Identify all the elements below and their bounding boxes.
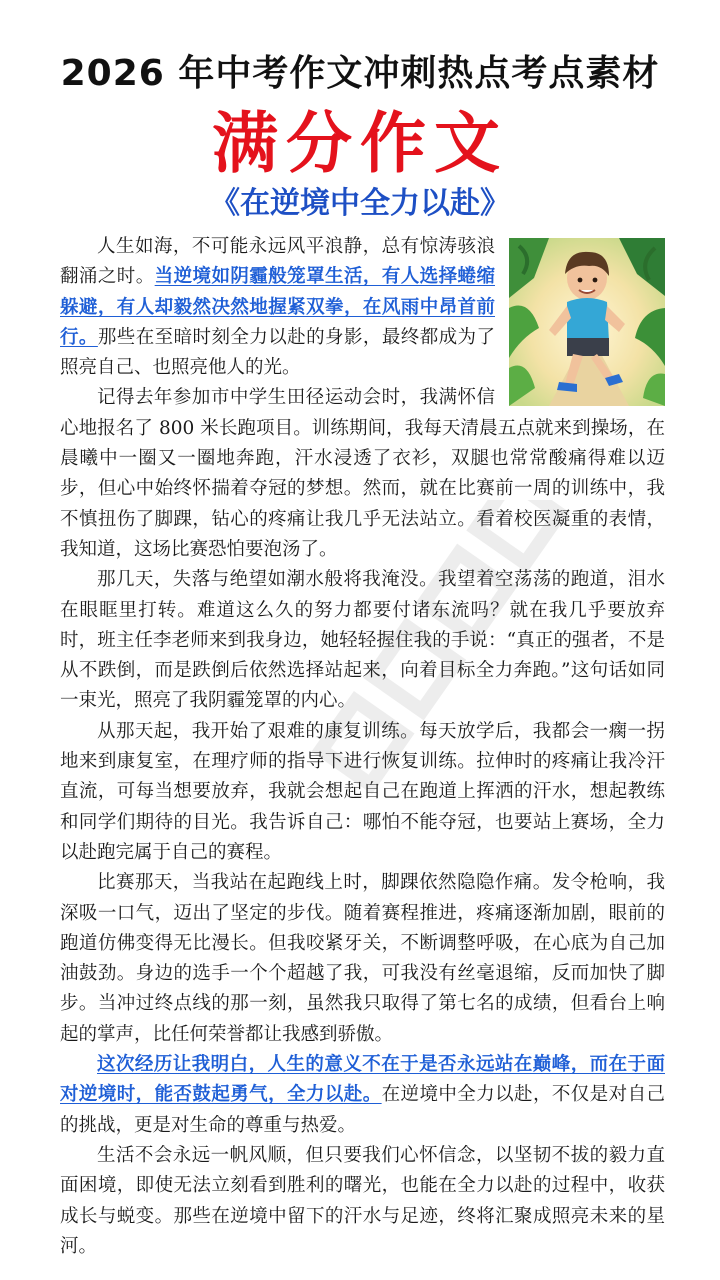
paragraph-2: 记得去年参加市中学生田径运动会时，我满怀信心地报名了 800 米长跑项目。训练期间，我每天清晨五点就来到操场，在晨曦中一圈又一圈地奔跑，汗水浸透了衣衫，双腿也常常酸痛得难以迈步，但心中始终怀揣着夺冠的梦想。然而，就在比赛前一周的训练中，我不慎扭伤了脚踝，钻心的疼痛让我几乎无法站立。看着校医凝重的表情，我知道，这场比赛恐怕要泡汤了。: [60, 387, 665, 560]
running-boy-illustration: [509, 238, 665, 406]
paragraph-1-highlight: 当逆境如阴霾般笼罩生活，有人选择蜷缩躲避，有人却毅然决然地握紧双拳，在风雨中昂首前行。: [60, 266, 495, 348]
essay-body: [60, 232, 665, 1262]
paragraph-1-text-a: 人生如海，不可能永远风平浪静，总有惊涛骇浪翻涌之时。: [60, 236, 495, 288]
paragraph-7: 生活不会永远一帆风顺，但只要我们心怀信念，以坚韧不拔的毅力直面困境，即使无法立刻看到胜利的曙光，也能在全力以赴的过程中，收获成长与蜕变。那些在逆境中留下的汗水与足迹，终将汇聚成照亮未来的星河。: [60, 1144, 665, 1257]
paragraph-6-highlight: 这次经历让我明白，人生的意义不在于是否永远站在巅峰，而在于面对逆境时，能否鼓起勇气，全力以赴。: [60, 1054, 665, 1106]
paragraph-3: 那几天，失落与绝望如潮水般将我淹没。我望着空荡荡的跑道，泪水在眼眶里打转。难道这么久的努力都要付诸东流吗？就在我几乎要放弃时，班主任李老师来到我身边，她轻轻握住我的手说：“真正的强者，不是从不跌倒，而是跌倒后依然选择站起来，向着目标全力奔跑。”这句话如同一束光，照亮了我阴霾笼罩的内心。: [60, 569, 665, 712]
paragraph-6: [60, 1050, 665, 1141]
paragraph-6-text: 在逆境中全力以赴，不仅是对自己的挑战，更是对生命的尊重与热爱。: [60, 1084, 665, 1136]
essay-title: 《在逆境中全力以赴》: [210, 186, 510, 221]
paragraph-4: 从那天起，我开始了艰难的康复训练。每天放学后，我都会一瘸一拐地来到康复室，在理疗师的指导下进行恢复训练。拉伸时的疼痛让我冷汗直流，可每当想要放弃，我就会想起自己在跑道上挥洒的汗水，想起教练和同学们期待的目光。我告诉自己：哪怕不能夺冠，也要站上赛场，全力以赴跑完属于自己的赛程。: [60, 720, 665, 863]
page-title: 满分作文: [212, 104, 508, 182]
paragraph-1-text-b: 那些在至暗时刻全力以赴的身影，最终都成为了照亮自己、也照亮他人的光。: [60, 326, 495, 379]
paragraph-5: 比赛那天，当我站在起跑线上时，脚踝依然隐隐作痛。发令枪响，我深吸一口气，迈出了坚定的步伐。随着赛程推进，疼痛逐渐加剧，眼前的跑道仿佛变得无比漫长。但我咬紧牙关，不断调整呼吸，在心底为自己加油鼓劲。身边的选手一个个超越了我，可我没有丝毫退缩，反而加快了脚步。当冲过终点线的那一刻，虽然我只取得了第七名的成绩，但看台上响起的掌声，比任何荣誉都让我感到骄傲。: [60, 872, 665, 1045]
page-subtitle: 2026 年中考作文冲刺热点考点素材: [60, 53, 660, 94]
